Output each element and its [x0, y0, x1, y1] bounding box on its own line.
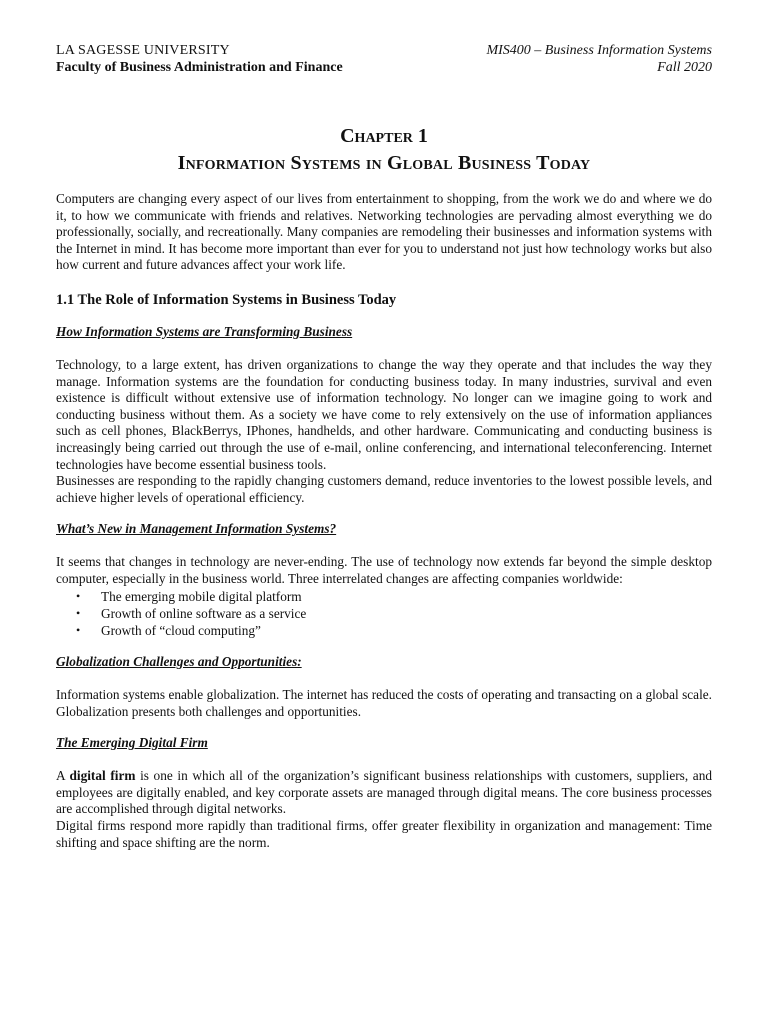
chapter-title: Information Systems in Global Business Today: [177, 152, 591, 174]
section-heading: 1.1 The Role of Information Systems in Business Today: [56, 291, 397, 308]
paragraph-digital-firm: [56, 768, 712, 818]
paragraph: It seems that changes in technology are never-ending. The use of technology now extends far beyond the simple desktop computer, especially in the business world. Three interrelated changes are affecting companies worldwide:: [56, 554, 712, 586]
faculty-name: Faculty of Business Administration and Finance: [56, 60, 343, 75]
subsection-heading-globalization: Globalization Challenges and Opportunities:: [56, 654, 302, 670]
bullet-icon: •: [76, 622, 81, 637]
text-run: A: [56, 768, 70, 784]
term-digital-firm: digital firm: [69, 768, 136, 784]
paragraph: Information systems enable globalization. The internet has reduced the costs of operating and transacting on a global scale. Globalization presents both challenges and opportunities.: [56, 687, 712, 719]
university-name: LA SAGESSE UNIVERSITY: [56, 43, 230, 58]
chapter-number: Chapter 1: [340, 125, 428, 147]
list-item-text: Growth of online software as a service: [101, 605, 307, 621]
header-right: [486, 42, 712, 76]
subsection-heading-whats-new: What’s New in Management Information Systems?: [56, 521, 337, 537]
paragraph: Technology, to a large extent, has driven organizations to change the way they operate and that includes the way they manage. Information systems are the foundation for conducting business today. In many industries, survival and even existence is difficult without extensive use of information technology. No longer can we imagine going to work and conducting business without them. As a society we have come to rely extensively on the use of information appliances such as cell phones, BlackBerrys, IPhones, handhelds, and other hardware. Communicating and conducting business is increasingly being carried out through the use of e-mail, online conferencing, and international teleconferencing. Internet technologies have become essential business tools.: [56, 356, 712, 472]
list-item-text: The emerging mobile digital platform: [101, 588, 302, 604]
paragraph: Digital firms respond more rapidly than traditional firms, offer greater flexibility in organization and management: Time shifting and space shifting are the norm.: [56, 818, 712, 850]
bullet-icon: •: [76, 588, 81, 603]
bullet-icon: •: [76, 605, 81, 620]
list-item: [76, 588, 712, 605]
list-item: [76, 605, 712, 622]
list-item: [76, 622, 712, 639]
term: Fall 2020: [657, 60, 712, 75]
paragraph: Businesses are responding to the rapidly changing customers demand, reduce inventories to the lowest possible levels, and achieve higher levels of operational efficiency.: [56, 473, 712, 505]
intro-paragraph: Computers are changing every aspect of our lives from entertainment to shopping, from the work we do and where we do it, to how we communicate with friends and relatives. Networking technologies are pervading almost everything we do professionally, socially, and recreationally. Many companies are remodeling their businesses and information systems with the Internet in mind. It has become more important than ever for you to understand not just how technology works but also how current and future advances affect your work life.: [56, 191, 712, 273]
page-header: [56, 42, 712, 76]
header-left: [56, 42, 343, 76]
chapter-heading: [56, 123, 712, 177]
list-item-text: Growth of “cloud computing”: [101, 622, 261, 638]
subsection-heading-digital-firm: The Emerging Digital Firm: [56, 735, 208, 751]
bullet-list: [56, 588, 712, 640]
text-run: is one in which all of the organization’s significant business relationships with customers, suppliers, and employees are digitally enabled, and key corporate assets are managed through digital means. The core business processes are accomplished through digital networks.: [56, 768, 712, 817]
subsection-heading-transforming: How Information Systems are Transforming Business: [56, 323, 353, 339]
course-title: MIS400 – Business Information Systems: [486, 43, 712, 58]
